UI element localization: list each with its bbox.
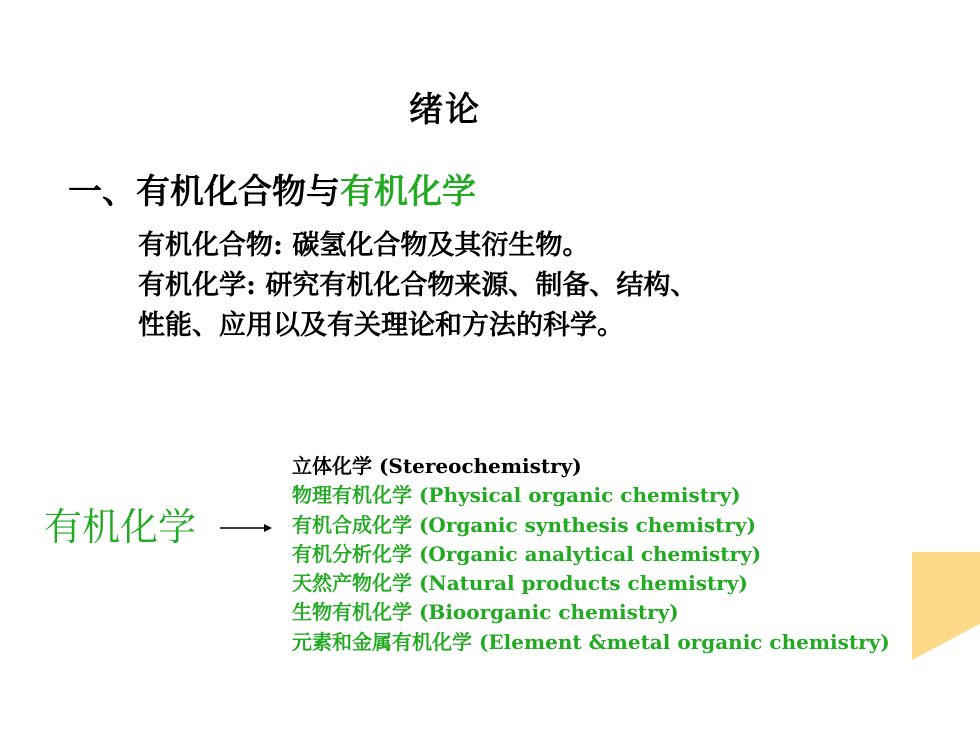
branch-item: 物理有机化学 (Physical organic chemistry): [292, 483, 741, 508]
definitions: [138, 226, 697, 346]
arrow-icon: [220, 522, 272, 534]
diagram-label: 有机化学: [44, 505, 197, 549]
definition-line: 性能、应用以及有关理论和方法的科学。: [138, 310, 624, 341]
branch-item: 有机分析化学 (Organic analytical chemistry): [292, 541, 762, 566]
branch-item: 天然产物化学 (Natural products chemistry): [292, 571, 748, 596]
branch-item: 元素和金属有机化学 (Element &metal organic chemistry): [292, 629, 890, 654]
heading-part-2: 有机化学: [340, 172, 476, 212]
branch-list: [292, 452, 890, 657]
decorative-triangle-icon: [912, 552, 980, 660]
definition-line: 有机化学: 研究有机化合物来源、制备、结构、: [138, 270, 698, 301]
definition-line: 有机化合物: 碳氢化合物及其衍生物。: [138, 230, 590, 261]
branch-item: 立体化学 (Stereochemistry): [292, 454, 582, 478]
section-heading: [68, 164, 476, 213]
heading-part-1: 一、有机化合物与: [68, 172, 340, 212]
slide-title: 绪论: [409, 90, 481, 130]
branch-item: 有机合成化学 (Organic synthesis chemistry): [292, 512, 756, 537]
branch-item: 生物有机化学 (Bioorganic chemistry): [292, 600, 679, 625]
